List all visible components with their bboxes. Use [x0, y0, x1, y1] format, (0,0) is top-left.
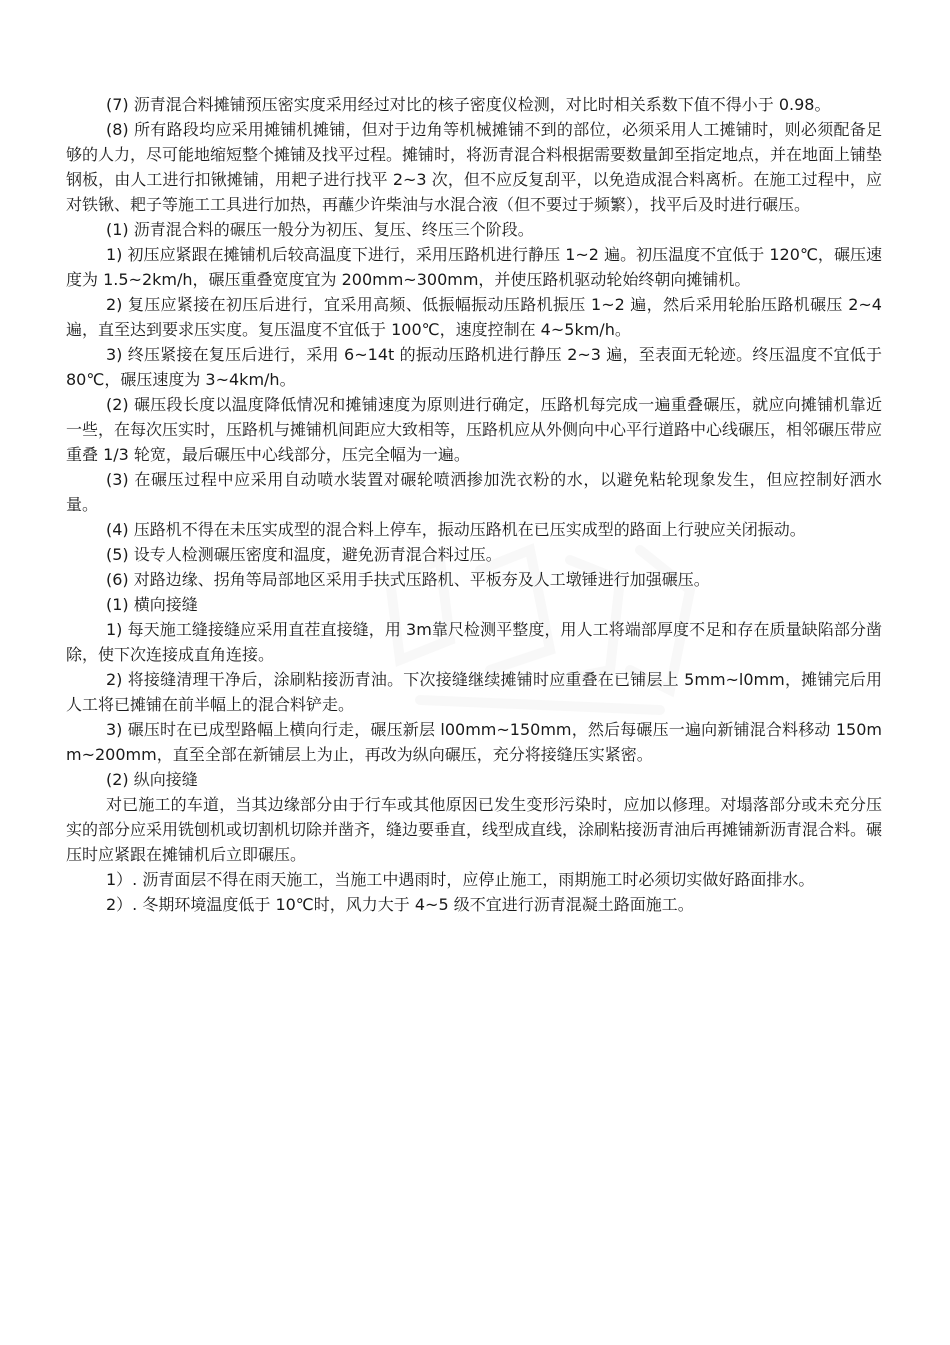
heading-transverse-joint: (1) 横向接缝 — [106, 595, 198, 614]
paragraph-paving-method: (8) 所有路段均应采用摊铺机摊铺，但对于边角等机械摊铺不到的部位，必须采用人工摊铺时，则必须配备足够的人力，尽可能地缩短整个摊铺及找平过程。摊铺时，将沥青混合料根据需要数量卸至指定地点，并在地面上铺垫钢板，由人工进行扣锹摊铺，用耙子进行找平 2~3 次，但不应反复刮平，以免造成混合料离析。在施工过程中，应对铁锹、耙子等施工工具进行加热，再蘸少许柴油与水混合液（但不要过于频繁），找平后及时进行碾压。 — [66, 120, 883, 214]
paragraph-transverse-joint-3: 3) 碾压时在已成型路幅上横向行走，碾压新层 l00mm~150mm，然后每碾压一遍向新铺混合料移动 150mm~200mm，直至全部在新铺层上为止，再改为纵向碾压，充分将接缝压实紧密。 — [66, 720, 882, 764]
heading-longitudinal-joint: (2) 纵向接缝 — [106, 770, 198, 789]
paragraph-longitudinal-joint: 对已施工的车道，当其边缘部分由于行车或其他原因已发生变形污染时，应加以修理。对塌落部分或未充分压实的部分应采用铣刨机或切割机切除并凿齐，缝边要垂直，线型成直线，涂刷粘接沥青油后再摊铺新沥青混合料。碾压时应紧跟在摊铺机后立即碾压。 — [66, 795, 883, 864]
paragraph-roller-parking: (4) 压路机不得在未压实成型的混合料上停车，振动压路机在已压实成型的路面上行驶应关闭振动。 — [106, 520, 806, 539]
paragraph-density-monitoring: (5) 设专人检测碾压密度和温度，避免沥青混合料过压。 — [106, 545, 502, 564]
paragraph-initial-rolling: 1) 初压应紧跟在摊铺机后较高温度下进行，采用压路机进行静压 1~2 遍。初压温度不宜低于 120℃，碾压速度为 1.5~2km/h，碾压重叠宽度宜为 200mm~300mm，并使压路机驱动轮始终朝向摊铺机。 — [66, 245, 882, 289]
paragraph-water-spray: (3) 在碾压过程中应采用自动喷水装置对碾轮喷洒掺加洗衣粉的水，以避免粘轮现象发生，但应控制好洒水量。 — [66, 470, 882, 514]
paragraph-rolling-section: (2) 碾压段长度以温度降低情况和摊铺速度为原则进行确定，压路机每完成一遍重叠碾压，就应向摊铺机靠近一些，在每次压实时，压路机与摊铺机间距应大致相等，压路机应从外侧向中心平行道路中心线碾压，相邻碾压带应重叠 1/3 轮宽，最后碾压中心线部分，压完全幅为一遍。 — [66, 395, 883, 464]
document-body — [66, 92, 882, 917]
paragraph-rolling-stages: (1) 沥青混合料的碾压一般分为初压、复压、终压三个阶段。 — [106, 220, 534, 239]
paragraph-transverse-joint-2: 2) 将接缝清理干净后，涂刷粘接沥青油。下次接缝继续摊铺时应重叠在已铺层上 5mm~l0mm，摊铺完后用人工将已摊铺在前半幅上的混合料铲走。 — [66, 670, 882, 714]
paragraph-rain-construction: 1）. 沥青面层不得在雨天施工，当施工中遇雨时，应停止施工，雨期施工时必须切实做好路面排水。 — [106, 870, 815, 889]
paragraph-compaction-check: (7) 沥青混合料摊铺预压密实度采用经过对比的核子密度仪检测，对比时相关系数下值不得小于 0.98。 — [106, 95, 831, 114]
paragraph-final-rolling: 3) 终压紧接在复压后进行，采用 6~14t 的振动压路机进行静压 2~3 遍，至表面无轮迹。终压温度不宜低于 80℃，碾压速度为 3~4km/h。 — [66, 345, 882, 389]
paragraph-winter-construction: 2）. 冬期环境温度低于 10℃时，风力大于 4~5 级不宜进行沥青混凝土路面施工。 — [106, 895, 694, 914]
paragraph-edge-compaction: (6) 对路边缘、拐角等局部地区采用手扶式压路机、平板夯及人工墩锤进行加强碾压。 — [106, 570, 710, 589]
paragraph-transverse-joint-1: 1) 每天施工缝接缝应采用直茬直接缝，用 3m靠尺检测平整度，用人工将端部厚度不足和存在质量缺陷部分凿除，使下次连接成直角连接。 — [66, 620, 882, 664]
paragraph-secondary-rolling: 2) 复压应紧接在初压后进行，宜采用高频、低振幅振动压路机振压 1~2 遍，然后采用轮胎压路机碾压 2~4 遍，直至达到要求压实度。复压温度不宜低于 100℃，速度控制在 4~5km/h。 — [66, 295, 882, 339]
